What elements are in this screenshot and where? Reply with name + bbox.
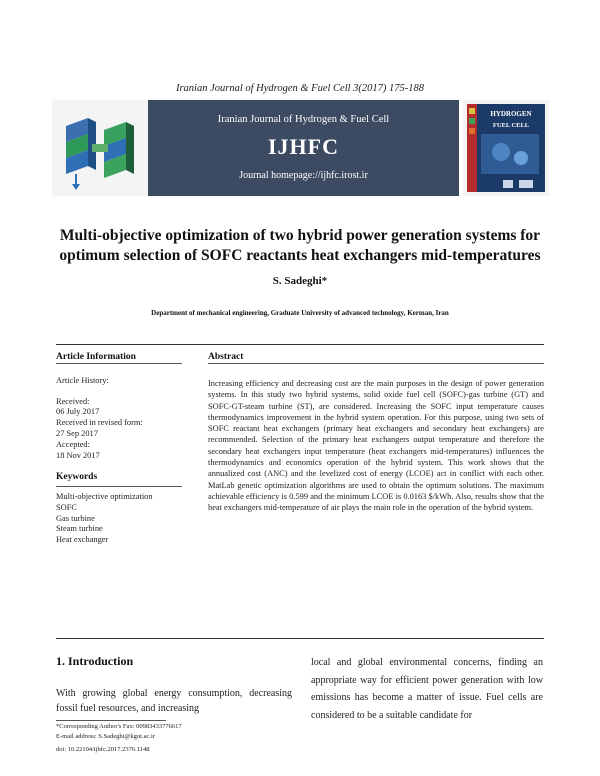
keyword-item: Gas turbine [56,513,95,523]
journal-cover-image [463,100,549,196]
keywords-heading: Keywords [56,472,98,482]
received-label: Received: [56,397,90,406]
doi-footnote[interactable]: doi: 10.22104/ijhfc.2017.2376.1148 [56,746,150,753]
journal-name: Iranian Journal of Hydrogen & Fuel Cell [217,114,390,125]
keyword-list [56,492,153,546]
journal-logo [52,100,148,196]
abstract-text: Increasing efficiency and decreasing cost are the main purposes in the design of power generation systems. In this study two hybrid systems, solid oxide fuel cell (SOFC)-gas turbine (GT) and SOFC-GT-steam turbine (ST), are considered. Increasing the SOFC input temperature causes thermodynamics improvement in the hybrid system operation. For this purpose, using two sets of SOFC reactant heat exchangers (primary heat exchangers and secondary heat exchangers) are recommended. Selection of the primary heat exchangers output temperature and therefore the secondary heat exchangers input temperature (heat exchangers mid-temperatures) influences the thermodynamics and economics operation of the hybrid system. This work shows that the annualized cost (ANC) and the levelized cost of energy (LCOE) act in conflict with each other. MatLab genetic optimization algorithms are used to obtain the optimum solutions. The maximum achievable efficiency is 0.599 and the minimum LCOE is 0.0163 $/kWh. Also, results show that the heat exchangers mid-temperature of air plays the main role in the operation of the hybrid system. [208,379,544,513]
article-info-underline [56,363,182,364]
journal-homepage-link[interactable]: Journal homepage://ijhfc.irost.ir [239,170,368,181]
cover-title-line2: FUEL CELL [492,122,530,129]
journal-banner-center [148,100,459,196]
journal-cover [463,100,549,196]
accepted-label: Accepted: [56,440,90,449]
keyword-item: Multi-objective optimization [56,492,153,501]
cover-title-line1: HYDROGEN [490,110,532,118]
fuel-cell-logo-icon [52,100,148,196]
introduction-text-right: local and global environmental concerns, finding an appropriate way for efficient power generation with low emissions has become a matter of issue. Fuel cells are considered to be a suitable candidate for [311,657,543,721]
journal-banner [52,100,549,196]
article-info-heading: Article Information [56,352,136,362]
keyword-item: SOFC [56,502,77,512]
revised-date: 27 Sep 2017 [56,429,98,438]
author-affiliation: Department of mechanical engineering, Graduate University of advanced technology, Kerman, Iran [151,309,449,317]
introduction-text-left: With growing global energy consumption, decreasing fossil fuel resources, and increasing [56,688,292,714]
corresponding-author-footnote: *Corresponding Author's Fax: 00983433776617 [56,723,182,730]
keyword-item: Heat exchanger [56,535,109,545]
section-divider-bottom [56,638,544,639]
journal-citation: Iranian Journal of Hydrogen & Fuel Cell 3(2017) 175-188 [175,83,425,94]
paper-title: Multi-objective optimization of two hybrid power generation systems for optimum selection of SOFC reactants heat exchangers mid-temperatures [59,227,541,264]
keywords-underline [56,486,182,487]
section-divider [56,344,544,345]
paper-author: S. Sadeghi* [272,275,328,287]
revised-label: Received in revised form: [56,418,143,427]
footnote-rule [56,720,166,721]
abstract-heading: Abstract [208,352,244,362]
keyword-item: Steam turbine [56,524,103,534]
abstract-underline [208,363,544,364]
accepted-date: 18 Nov 2017 [56,451,100,460]
received-date: 06 July 2017 [56,407,100,416]
article-history-label: Article History: [56,376,109,385]
introduction-heading: 1. Introduction [56,654,134,668]
journal-acronym: IJHFC [268,134,339,159]
email-footnote: E-mail address: S.Sadeghi@kgut.ac.ir [56,733,155,740]
